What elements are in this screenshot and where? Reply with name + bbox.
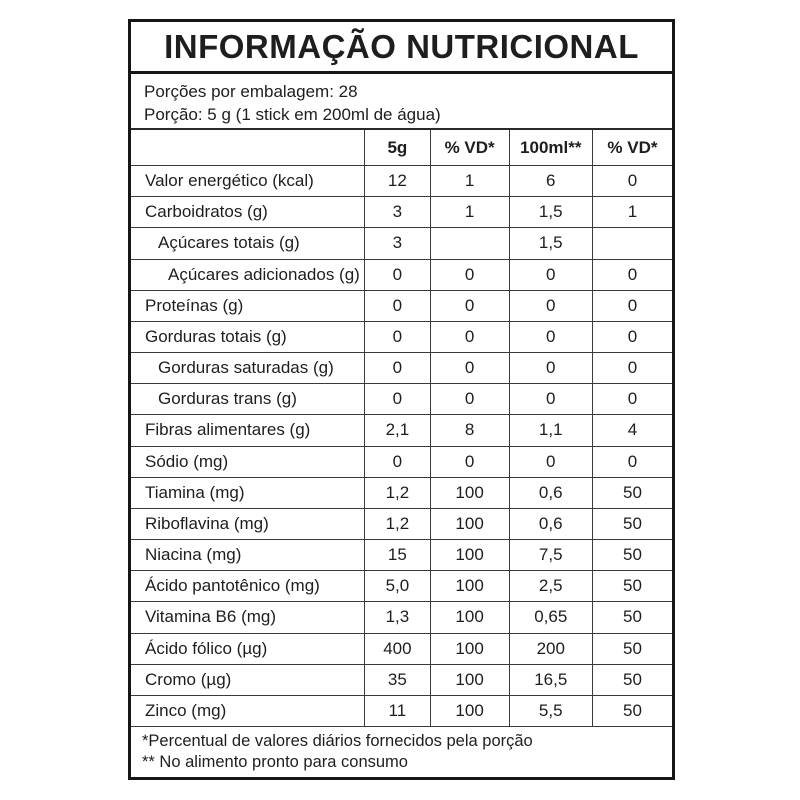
footnotes [131,727,672,777]
table-row [131,260,672,291]
table-row [131,696,672,727]
value-cell: 1,2 [364,478,429,508]
value-cell: 0 [364,291,429,321]
value-cell: 1 [430,166,509,196]
nutrient-name: Sódio (mg) [145,451,229,471]
table-header-row [131,130,672,166]
value-cell: 3 [364,228,429,258]
value-cell: 1,1 [509,415,592,445]
nutrition-table [131,130,672,727]
value-cell: 0 [509,322,592,352]
value-cell: 0 [364,353,429,383]
value-cell: 50 [592,509,672,539]
value-cell: 1 [430,197,509,227]
serving-info [131,74,672,130]
table-row [131,384,672,415]
value-cell: 0,6 [509,509,592,539]
value-cell: 0 [430,384,509,414]
value-cell: 0 [430,291,509,321]
value-cell: 0 [364,447,429,477]
value-cell: 0 [430,260,509,290]
table-row [131,447,672,478]
value-cell: 50 [592,634,672,664]
value-cell: 100 [430,602,509,632]
footnote-prepared-food: ** No alimento pronto para consumo [142,753,408,772]
column-header-nutrient [131,130,364,165]
table-row [131,571,672,602]
value-cell: 0,6 [509,478,592,508]
value-cell: 0 [430,447,509,477]
value-cell: 50 [592,571,672,601]
value-cell: 15 [364,540,429,570]
value-cell: 1 [592,197,672,227]
value-cell: 1,5 [509,228,592,258]
value-cell: 0 [364,322,429,352]
footnote-daily-values: *Percentual de valores diários fornecidos pela porção [142,732,533,750]
value-cell: 0 [509,260,592,290]
value-cell: 0 [592,384,672,414]
table-row [131,353,672,384]
value-cell: 100 [430,509,509,539]
value-cell: 50 [592,602,672,632]
column-header-daily-value-serving: % VD* [430,130,509,165]
nutrient-name: Tiamina (mg) [145,482,245,502]
nutrient-name: Gorduras totais (g) [145,326,287,346]
value-cell: 0 [592,322,672,352]
label-title: INFORMAÇÃO NUTRICIONAL [164,27,639,65]
value-cell: 0,65 [509,602,592,632]
nutrient-name: Niacina (mg) [145,545,242,565]
value-cell: 35 [364,665,429,695]
nutrient-name: Cromo (µg) [145,669,232,689]
value-cell: 12 [364,166,429,196]
table-row [131,322,672,353]
value-cell: 50 [592,665,672,695]
label-title-bar [131,22,672,74]
table-row [131,602,672,633]
value-cell: 11 [364,696,429,726]
table-row [131,540,672,571]
value-cell: 100 [430,696,509,726]
nutrient-name: Ácido pantotênico (mg) [145,576,320,596]
nutrient-name: Valor energético (kcal) [145,171,314,191]
nutrient-name: Riboflavina (mg) [145,513,269,533]
nutrient-name: Ácido fólico (µg) [145,638,268,658]
value-cell: 0 [509,384,592,414]
table-row [131,478,672,509]
table-row [131,291,672,322]
value-cell: 1,5 [509,197,592,227]
nutrient-name: Açúcares totais (g) [158,233,300,253]
value-cell: 100 [430,540,509,570]
value-cell: 100 [430,478,509,508]
value-cell: 0 [364,260,429,290]
table-row [131,665,672,696]
value-cell: 3 [364,197,429,227]
serving-size: Porção: 5 g (1 stick em 200ml de água) [144,104,441,124]
value-cell: 200 [509,634,592,664]
value-cell: 100 [430,634,509,664]
value-cell: 8 [430,415,509,445]
column-header-daily-value-100ml: % VD* [592,130,672,165]
table-row [131,228,672,259]
table-row [131,509,672,540]
nutrient-name: Carboidratos (g) [145,202,268,222]
value-cell: 0 [364,384,429,414]
value-cell: 7,5 [509,540,592,570]
value-cell [592,228,672,258]
value-cell: 50 [592,540,672,570]
value-cell: 0 [430,353,509,383]
nutrition-label [128,19,675,780]
value-cell: 50 [592,696,672,726]
value-cell: 0 [592,447,672,477]
value-cell: 0 [592,291,672,321]
value-cell: 0 [592,353,672,383]
nutrient-name: Gorduras trans (g) [158,389,297,409]
value-cell: 0 [509,353,592,383]
nutrient-name: Proteínas (g) [145,295,244,315]
value-cell: 0 [430,322,509,352]
value-cell: 5,5 [509,696,592,726]
nutrient-name: Fibras alimentares (g) [145,420,311,440]
value-cell [430,228,509,258]
value-cell: 16,5 [509,665,592,695]
table-row [131,415,672,446]
table-row [131,634,672,665]
servings-per-package: Porções por embalagem: 28 [144,82,358,101]
value-cell: 4 [592,415,672,445]
value-cell: 100 [430,571,509,601]
value-cell: 2,5 [509,571,592,601]
value-cell: 1,3 [364,602,429,632]
column-header-per-serving: 5g [364,130,429,165]
value-cell: 6 [509,166,592,196]
table-body [131,166,672,727]
nutrient-name: Zinco (mg) [145,701,227,720]
table-row [131,166,672,197]
value-cell: 0 [509,447,592,477]
nutrient-name: Açúcares adicionados (g) [168,264,360,284]
value-cell: 1,2 [364,509,429,539]
table-row [131,197,672,228]
value-cell: 100 [430,665,509,695]
value-cell: 400 [364,634,429,664]
value-cell: 2,1 [364,415,429,445]
nutrient-name: Gorduras saturadas (g) [158,358,334,378]
value-cell: 5,0 [364,571,429,601]
value-cell: 0 [509,291,592,321]
column-header-per-100ml: 100ml** [509,130,592,165]
value-cell: 0 [592,166,672,196]
value-cell: 50 [592,478,672,508]
value-cell: 0 [592,260,672,290]
nutrient-name: Vitamina B6 (mg) [145,607,277,627]
